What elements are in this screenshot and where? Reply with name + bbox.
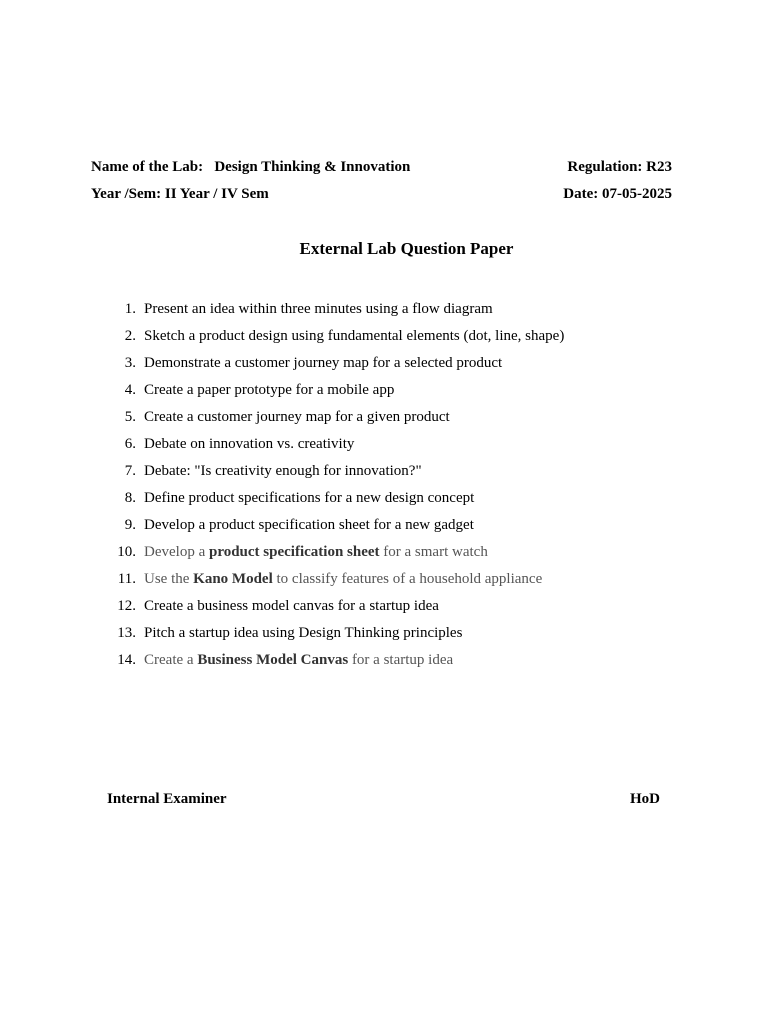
hod-signature: HoD [630,791,660,807]
question-text: Debate: "Is creativity enough for innovation?" [144,463,422,479]
question-item [103,300,564,327]
question-number: 4. [124,382,136,398]
question-number: 9. [124,517,136,533]
question-text-pre: Develop a [144,544,209,560]
exam-date: Date: 07-05-2025 [563,186,672,202]
question-text: Define product specifications for a new design concept [144,490,475,506]
question-item [103,435,564,462]
header-row-year [91,185,672,203]
question-text: Develop a product specification sheet for a new gadget [144,517,474,533]
question-number: 12. [117,598,136,614]
question-text: Debate on innovation vs. creativity [144,436,355,452]
question-item [103,651,564,678]
question-number: 11. [117,571,136,587]
question-item [103,327,564,354]
question-text-bold: Business Model Canvas [197,652,349,668]
question-list [103,300,564,678]
question-number: 7. [124,463,136,479]
question-item [103,489,564,516]
question-text: Demonstrate a customer journey map for a selected product [144,355,503,371]
question-text [144,543,488,570]
question-number: 2. [124,328,136,344]
question-text: Create a customer journey map for a given product [144,409,450,425]
question-item [103,570,564,597]
question-item [103,624,564,651]
question-text-pre: Create a [144,652,198,668]
question-text: Sketch a product design using fundamental elements (dot, line, shape) [144,328,565,344]
page-title: External Lab Question Paper [299,239,514,258]
question-number: 13. [117,625,136,641]
header-row-lab [91,158,672,176]
question-text-bold: Kano Model [193,571,273,587]
question-text: Present an idea within three minutes using a flow diagram [144,301,493,317]
question-number: 10. [117,544,136,560]
question-text: Create a business model canvas for a startup idea [144,598,439,614]
question-item [103,462,564,489]
question-item [103,408,564,435]
question-text-bold: product specification sheet [208,544,380,560]
question-number: 8. [124,490,136,506]
question-text: Pitch a startup idea using Design Thinking principles [144,625,463,641]
year-sem: Year /Sem: II Year / IV Sem [91,186,269,202]
lab-name: Design Thinking & Innovation [214,159,411,175]
lab-label: Name of the Lab: [91,159,204,175]
question-item [103,381,564,408]
question-item [103,516,564,543]
question-item [103,543,564,570]
question-item [103,597,564,624]
question-number: 5. [124,409,136,425]
question-text-post: for a startup idea [348,652,454,668]
question-text [144,651,453,678]
question-text-pre: Use the [144,571,194,587]
question-item [103,354,564,381]
lab-name-line [91,158,410,176]
question-text [144,570,542,597]
question-text: Create a paper prototype for a mobile app [144,382,395,398]
question-number: 3. [124,355,136,371]
regulation: Regulation: R23 [567,159,672,175]
question-number: 14. [117,652,136,668]
question-text-post: to classify features of a household appliance [272,571,543,587]
question-number: 6. [124,436,136,452]
internal-examiner-signature: Internal Examiner [107,791,227,807]
question-number: 1. [124,301,136,317]
question-text-post: for a smart watch [379,544,488,560]
